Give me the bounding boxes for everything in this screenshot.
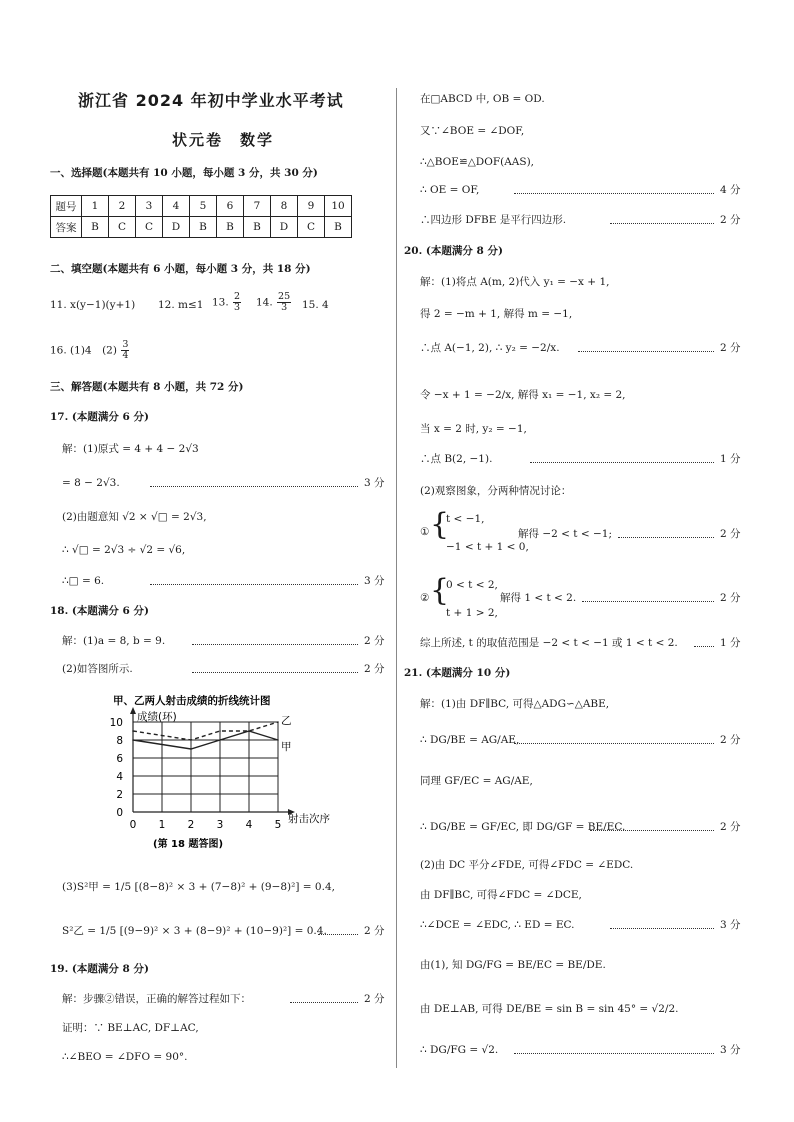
- chart-y-tick-label: 2: [116, 789, 123, 801]
- dot-leader: [618, 537, 714, 538]
- table-label-question: 题号: [51, 196, 82, 217]
- dot-leader: [514, 743, 714, 744]
- table-cell-number: 9: [298, 196, 325, 217]
- chart-y-tick-label: 0: [116, 807, 123, 819]
- q21-line7: ∴∠DCE = ∠EDC, ∴ ED = EC.: [420, 919, 575, 931]
- q20-line4: 令 −x + 1 = −2/x, 解得 x₁ = −1, x₂ = 2,: [420, 389, 626, 401]
- chart-x-tick-label: 2: [187, 819, 195, 831]
- score: 2 分: [364, 635, 385, 647]
- chart-y-tick-label: 10: [109, 717, 123, 729]
- answer-13-numerator: 2: [234, 291, 241, 302]
- line-chart: [95, 690, 355, 855]
- chart-point: [190, 739, 192, 741]
- answer-13-denominator: 3: [234, 302, 241, 313]
- q20-line7: (2)观察图象，分两种情况讨论：: [420, 485, 572, 497]
- dot-leader: [590, 830, 714, 831]
- brace-icon: {: [430, 507, 450, 542]
- table-cell-number: 4: [163, 196, 190, 217]
- q21-line1: 解：(1)由 DF∥BC, 可得△ADG∽△ABE,: [420, 698, 610, 710]
- q17-line3: (2)由题意知 √2 × √□ = 2√3,: [62, 511, 207, 523]
- chart-xlabel: 射击次序: [288, 813, 330, 825]
- q19-r5: ∴四边形 DFBE 是平行四边形.: [420, 214, 567, 226]
- chart-title: 甲、乙两人射击成绩的折线统计图: [113, 695, 271, 707]
- dot-leader: [610, 223, 714, 224]
- section-1-heading: 一、选择题(本题共有 10 小题，每小题 3 分，共 30 分): [50, 167, 318, 179]
- score: 2 分: [720, 342, 741, 354]
- dot-leader: [150, 486, 358, 487]
- answer-16-numerator: 3: [122, 339, 129, 350]
- answer-11: 11. x(y−1)(y+1): [50, 299, 136, 311]
- chart-series-line-b: [133, 722, 278, 740]
- dot-leader: [318, 934, 358, 935]
- chart-ylabel: 成绩(环): [137, 711, 177, 723]
- case-2-label: ②: [420, 592, 430, 604]
- chart-point: [277, 721, 279, 723]
- table-cell-answer: B: [82, 217, 109, 238]
- chart-x-tick-label: 3: [216, 819, 224, 831]
- score: 2 分: [720, 214, 741, 226]
- case-1-ineq-a: t < −1,: [446, 513, 485, 525]
- dot-leader: [514, 193, 714, 194]
- chart-point: [219, 730, 221, 732]
- table-cell-answer: B: [325, 217, 352, 238]
- score: 3 分: [364, 477, 385, 489]
- case-2-solution: 解得 1 < t < 2.: [500, 592, 577, 604]
- chart-x-tick-label: 0: [129, 819, 137, 831]
- q17-line5: ∴□ = 6.: [62, 575, 105, 587]
- answer-16-denominator: 4: [122, 350, 129, 361]
- q18-line2: (2)如答图所示.: [62, 663, 133, 675]
- q21-line2: ∴ DG/BE = AG/AE,: [420, 734, 520, 746]
- q19-heading: 19. (本题满分 8 分): [50, 963, 149, 975]
- answer-15: 15. 4: [302, 299, 329, 311]
- answer-table-answer-row: [51, 217, 352, 238]
- answer-14-prefix: 14.: [256, 296, 273, 309]
- q19-line2: 证明：∵ BE⊥AC, DF⊥AC,: [62, 1022, 199, 1034]
- score: 2 分: [364, 925, 385, 937]
- column-divider: [396, 88, 397, 1068]
- score: 2 分: [720, 528, 741, 540]
- chart-x-tick-label: 1: [158, 819, 166, 831]
- table-cell-answer: D: [271, 217, 298, 238]
- table-cell-number: 7: [244, 196, 271, 217]
- score: 4 分: [720, 184, 741, 196]
- q20-line2: 得 2 = −m + 1, 解得 m = −1,: [420, 308, 573, 320]
- case-1-label: ①: [420, 526, 430, 538]
- score: 2 分: [720, 592, 741, 604]
- score: 2 分: [720, 821, 741, 833]
- chart-point: [219, 739, 221, 741]
- answer-table: [50, 195, 352, 238]
- score: 2 分: [364, 993, 385, 1005]
- q19-line3: ∴∠BEO = ∠DFO = 90°.: [62, 1051, 188, 1063]
- table-label-answer: 答案: [51, 217, 82, 238]
- q21-line6: 由 DF∥BC, 可得∠FDC = ∠DCE,: [420, 889, 582, 901]
- table-cell-number: 5: [190, 196, 217, 217]
- dot-leader: [192, 672, 358, 673]
- table-cell-number: 8: [271, 196, 298, 217]
- q21-line9: 由 DE⊥AB, 可得 DE/BE = sin B = sin 45° = √2/2.: [420, 1003, 679, 1015]
- q20-conclusion: 综上所述, t 的取值范围是 −2 < t < −1 或 1 < t < 2.: [420, 637, 678, 649]
- dot-leader: [150, 584, 358, 585]
- score: 3 分: [720, 919, 741, 931]
- dot-leader: [582, 601, 714, 602]
- table-cell-answer: C: [109, 217, 136, 238]
- q17-heading: 17. (本题满分 6 分): [50, 411, 149, 423]
- chart-point: [132, 730, 134, 732]
- page-subtitle: 状元卷 数学: [172, 131, 275, 149]
- chart-x-tick-label: 5: [274, 819, 282, 831]
- dot-leader: [610, 928, 714, 929]
- q20-line3: ∴点 A(−1, 2), ∴ y₂ = −2/x.: [420, 342, 560, 354]
- chart-series-label: 乙: [281, 715, 292, 727]
- table-cell-answer: C: [298, 217, 325, 238]
- brace-icon: {: [430, 573, 450, 608]
- score: 1 分: [720, 637, 741, 649]
- case-2-ineq-a: 0 < t < 2,: [446, 579, 498, 591]
- answer-12: 12. m≤1: [158, 299, 204, 311]
- q21-line5: (2)由 DC 平分∠FDE, 可得∠FDC = ∠EDC.: [420, 859, 634, 871]
- score: 2 分: [364, 663, 385, 675]
- score: 3 分: [720, 1044, 741, 1056]
- chart-x-tick-label: 4: [245, 819, 253, 831]
- dot-leader: [578, 351, 714, 352]
- chart-y-axis-arrow: [130, 707, 136, 714]
- table-cell-answer: C: [136, 217, 163, 238]
- answer-16: [50, 340, 130, 361]
- q19-r1: 在□ABCD 中, OB = OD.: [420, 93, 545, 105]
- answer-14-denominator: 3: [281, 302, 288, 313]
- case-1-solution: 解得 −2 < t < −1;: [518, 528, 612, 540]
- q17-line4: ∴ √□ = 2√3 ÷ √2 = √6,: [62, 544, 186, 556]
- case-2-ineq-b: t + 1 > 2,: [446, 607, 498, 619]
- q18-line4: S²乙 = 1/5 [(9−9)² × 3 + (8−9)² + (10−9)²] = 0.4.: [62, 925, 327, 937]
- section-2-heading: 二、填空题(本题共有 6 小题，每小题 3 分，共 18 分): [50, 263, 311, 275]
- q20-line1: 解：(1)将点 A(m, 2)代入 y₁ = −x + 1,: [420, 276, 610, 288]
- q18-heading: 18. (本题满分 6 分): [50, 605, 149, 617]
- table-cell-answer: B: [190, 217, 217, 238]
- q17-line1: 解：(1)原式 = 4 + 4 − 2√3: [62, 443, 199, 455]
- q18-line1: 解：(1)a = 8, b = 9.: [62, 635, 166, 647]
- q19-line1: 解：步骤②错误，正确的解答过程如下：: [62, 993, 251, 1005]
- q19-r3: ∴△BOE≌△DOF(AAS),: [420, 156, 535, 168]
- q20-line6: ∴点 B(2, −1).: [420, 453, 493, 465]
- chart-y-tick-label: 4: [116, 771, 123, 783]
- table-cell-answer: B: [217, 217, 244, 238]
- q17-line2: = 8 − 2√3.: [62, 477, 120, 489]
- answer-13: [212, 292, 242, 313]
- score: 2 分: [720, 734, 741, 746]
- q19-r2: 又∵∠BOE = ∠DOF,: [420, 125, 525, 137]
- dot-leader: [694, 646, 714, 647]
- q21-line8: 由(1), 知 DG/FG = BE/EC = BE/DE.: [420, 959, 606, 971]
- chart-y-tick-label: 8: [116, 735, 123, 747]
- table-cell-number: 10: [325, 196, 352, 217]
- answer-13-prefix: 13.: [212, 296, 229, 309]
- q20-heading: 20. (本题满分 8 分): [404, 245, 503, 257]
- table-cell-number: 3: [136, 196, 163, 217]
- dot-leader: [514, 1053, 714, 1054]
- q21-line4: ∴ DG/BE = GF/EC, 即 DG/GF = BE/EC.: [420, 821, 626, 833]
- answer-14-numerator: 25: [278, 291, 291, 302]
- dot-leader: [530, 462, 714, 463]
- answer-14: [256, 292, 292, 313]
- q20-line5: 当 x = 2 时, y₂ = −1,: [420, 423, 527, 435]
- chart-y-tick-label: 6: [116, 753, 123, 765]
- table-cell-number: 6: [217, 196, 244, 217]
- dot-leader: [290, 1002, 358, 1003]
- dot-leader: [192, 644, 358, 645]
- score: 3 分: [364, 575, 385, 587]
- q21-line3: 同理 GF/EC = AG/AE,: [420, 775, 533, 787]
- table-cell-answer: B: [244, 217, 271, 238]
- chart-point: [132, 739, 134, 741]
- answer-table-number-row: [51, 196, 352, 217]
- chart-point: [190, 748, 192, 750]
- chart-point: [248, 730, 250, 732]
- table-cell-number: 1: [82, 196, 109, 217]
- case-1-ineq-b: −1 < t + 1 < 0,: [446, 541, 529, 553]
- q18-line3: (3)S²甲 = 1/5 [(8−8)² × 3 + (7−8)² + (9−8)²] = 0.4,: [62, 881, 335, 893]
- page-title: 浙江省 2024 年初中学业水平考试: [78, 91, 344, 110]
- score: 1 分: [720, 453, 741, 465]
- chart-caption: (第 18 题答图): [153, 839, 224, 850]
- chart-series-label: 甲: [281, 741, 292, 753]
- chart-point: [277, 739, 279, 741]
- q19-r4: ∴ OE = OF,: [420, 184, 480, 196]
- section-3-heading: 三、解答题(本题共有 8 小题，共 72 分): [50, 381, 244, 393]
- table-cell-number: 2: [109, 196, 136, 217]
- answer-16-prefix: 16. (1)4 (2): [50, 344, 117, 357]
- table-cell-answer: D: [163, 217, 190, 238]
- q21-line10: ∴ DG/FG = √2.: [420, 1044, 499, 1056]
- q21-heading: 21. (本题满分 10 分): [404, 667, 511, 679]
